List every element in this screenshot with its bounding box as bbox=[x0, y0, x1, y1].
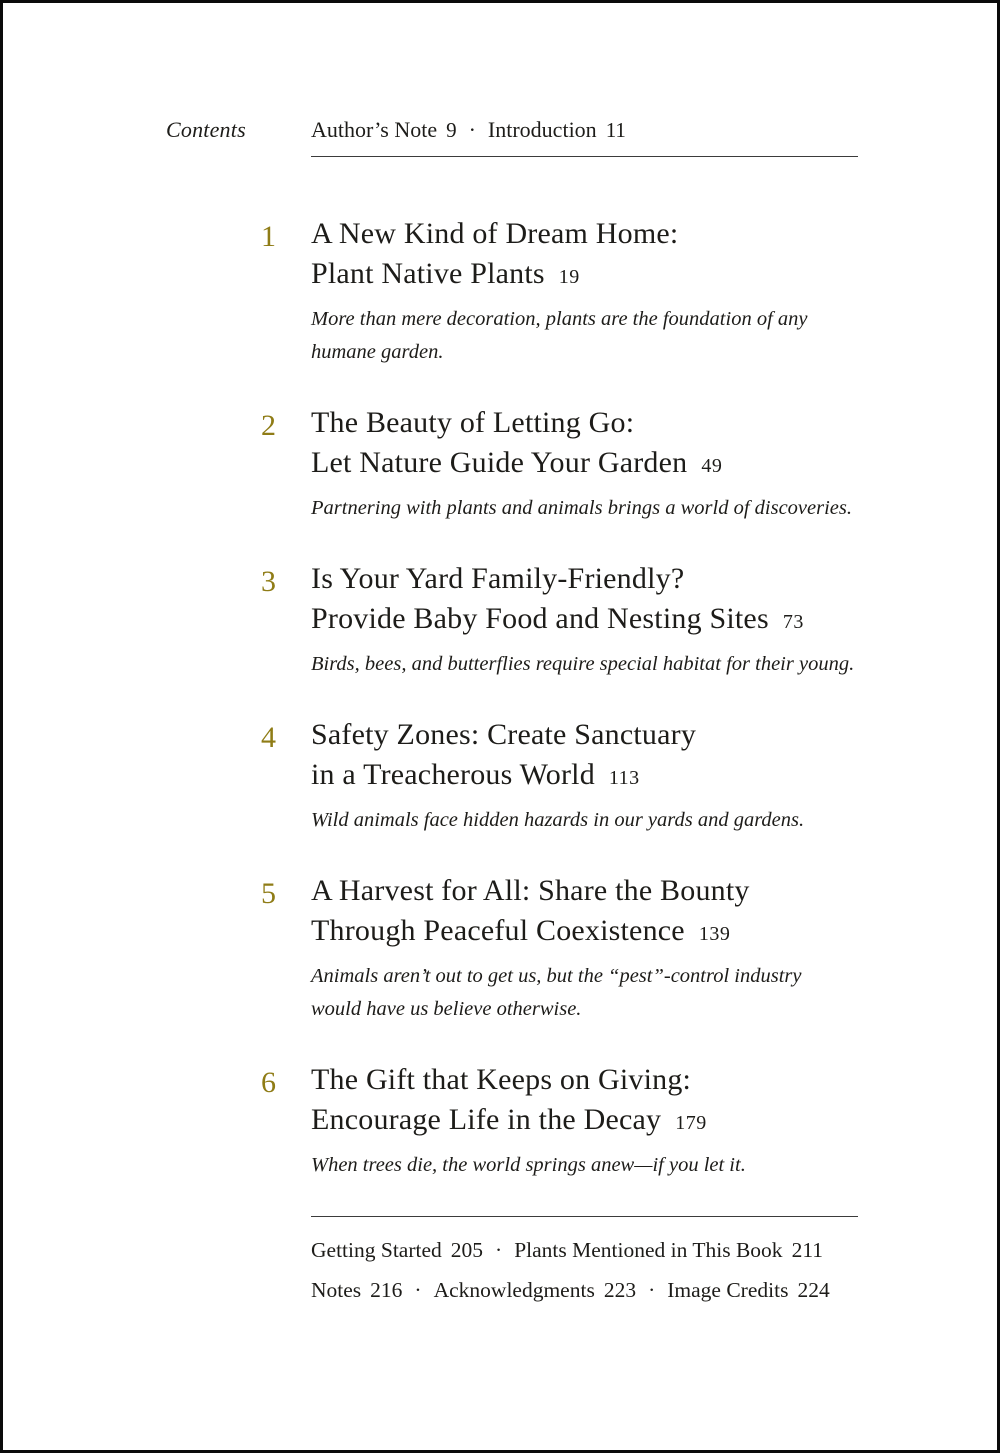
back-matter-page-number: 211 bbox=[791, 1238, 824, 1262]
chapter-number: 4 bbox=[261, 721, 276, 754]
chapter-number: 5 bbox=[261, 877, 276, 910]
back-matter-page-number: 223 bbox=[603, 1278, 637, 1302]
front-matter-entry bbox=[311, 117, 457, 142]
back-matter-label: Plants Mentioned in This Book bbox=[514, 1238, 783, 1262]
chapter-description bbox=[311, 492, 871, 525]
chapter-title-line1: Safety Zones: Create Sanctuary bbox=[311, 718, 697, 751]
chapter-title-line2: in a Treacherous World bbox=[311, 758, 595, 791]
chapter-title bbox=[311, 1060, 871, 1143]
chapter-title-line1: A New Kind of Dream Home: bbox=[311, 217, 679, 250]
header-rule bbox=[311, 156, 858, 157]
chapter-title bbox=[311, 559, 871, 642]
chapter-description bbox=[311, 804, 871, 837]
front-matter-label: Author’s Note bbox=[311, 117, 438, 142]
chapter-title-line1: Is Your Yard Family-Friendly? bbox=[311, 562, 685, 595]
chapter-page-number: 113 bbox=[608, 767, 640, 789]
front-matter-section bbox=[311, 117, 858, 157]
toc-header bbox=[3, 3, 997, 157]
description-line: Birds, bees, and butterflies require special habitat for their young. bbox=[311, 653, 855, 675]
chapter-page-number: 73 bbox=[782, 611, 804, 633]
dot-separator: · bbox=[648, 1278, 656, 1302]
description-line: humane garden. bbox=[311, 341, 444, 363]
chapter-title-line1: The Gift that Keeps on Giving: bbox=[311, 1063, 692, 1096]
back-matter-entry bbox=[311, 1238, 483, 1262]
back-matter-page-number: 205 bbox=[450, 1238, 484, 1262]
dot-separator: · bbox=[495, 1238, 503, 1262]
front-matter-entry bbox=[488, 117, 626, 142]
chapter-description bbox=[311, 303, 871, 369]
chapter-description bbox=[311, 1149, 871, 1182]
toc-chapter-6 bbox=[261, 1060, 871, 1182]
description-line: Partnering with plants and animals brings a world of discoveries. bbox=[311, 497, 852, 519]
chapter-page-number: 49 bbox=[701, 455, 723, 477]
chapter-title-line2: Encourage Life in the Decay bbox=[311, 1103, 662, 1136]
description-line: would have us believe otherwise. bbox=[311, 998, 582, 1020]
back-matter-label: Acknowledgments bbox=[433, 1278, 595, 1302]
toc-footer bbox=[311, 1216, 858, 1310]
chapter-title-line2: Provide Baby Food and Nesting Sites bbox=[311, 602, 769, 635]
description-line: When trees die, the world springs anew—if you let it. bbox=[311, 1154, 746, 1176]
chapter-page-number: 179 bbox=[675, 1112, 707, 1134]
toc-chapter-1 bbox=[261, 214, 871, 369]
description-line: More than mere decoration, plants are the foundation of any bbox=[311, 308, 808, 330]
back-matter-label: Getting Started bbox=[311, 1238, 442, 1262]
chapter-description bbox=[311, 648, 871, 681]
chapter-title-line1: A Harvest for All: Share the Bounty bbox=[311, 874, 750, 907]
chapter-number: 6 bbox=[261, 1066, 276, 1099]
back-matter-line-1 bbox=[311, 1230, 858, 1270]
dot-separator: · bbox=[414, 1278, 422, 1302]
back-matter-entry bbox=[311, 1278, 402, 1302]
back-matter-entry bbox=[514, 1238, 823, 1262]
back-matter-line-2 bbox=[311, 1270, 858, 1310]
description-line: Wild animals face hidden hazards in our yards and gardens. bbox=[311, 809, 805, 831]
back-matter-entry bbox=[434, 1278, 636, 1302]
chapter-number: 2 bbox=[261, 409, 276, 442]
chapter-title bbox=[311, 214, 871, 297]
chapter-page-number: 139 bbox=[698, 923, 731, 945]
back-matter-entry bbox=[667, 1278, 829, 1302]
chapter-title bbox=[311, 715, 871, 798]
chapter-title-line2: Plant Native Plants bbox=[311, 257, 545, 290]
toc-chapter-2 bbox=[261, 403, 871, 525]
back-matter-label: Image Credits bbox=[667, 1278, 789, 1302]
chapter-list bbox=[261, 214, 871, 1182]
back-matter-page-number: 224 bbox=[797, 1278, 830, 1302]
chapter-title-line1: The Beauty of Letting Go: bbox=[311, 406, 635, 439]
footer-rule bbox=[311, 1216, 858, 1217]
chapter-title-line2: Let Nature Guide Your Garden bbox=[311, 446, 688, 479]
chapter-title bbox=[311, 403, 871, 486]
dot-separator: · bbox=[468, 117, 476, 142]
description-line: Animals aren’t out to get us, but the “pest”-control industry bbox=[311, 965, 802, 987]
front-matter-label: Introduction bbox=[487, 117, 597, 142]
front-matter-page-number: 9 bbox=[446, 118, 457, 142]
chapter-title bbox=[311, 871, 871, 954]
chapter-number: 1 bbox=[261, 220, 276, 253]
toc-chapter-3 bbox=[261, 559, 871, 681]
back-matter-page-number: 216 bbox=[370, 1278, 403, 1302]
contents-label: Contents bbox=[166, 117, 246, 142]
chapter-page-number: 19 bbox=[558, 266, 580, 288]
front-matter-page-number: 11 bbox=[605, 118, 626, 142]
toc-chapter-4 bbox=[261, 715, 871, 837]
chapter-number: 3 bbox=[261, 565, 276, 598]
back-matter-label: Notes bbox=[311, 1278, 362, 1302]
chapter-description bbox=[311, 960, 871, 1026]
toc-chapter-5 bbox=[261, 871, 871, 1026]
front-matter-line bbox=[311, 117, 858, 156]
chapter-title-line2: Through Peaceful Coexistence bbox=[311, 914, 685, 947]
